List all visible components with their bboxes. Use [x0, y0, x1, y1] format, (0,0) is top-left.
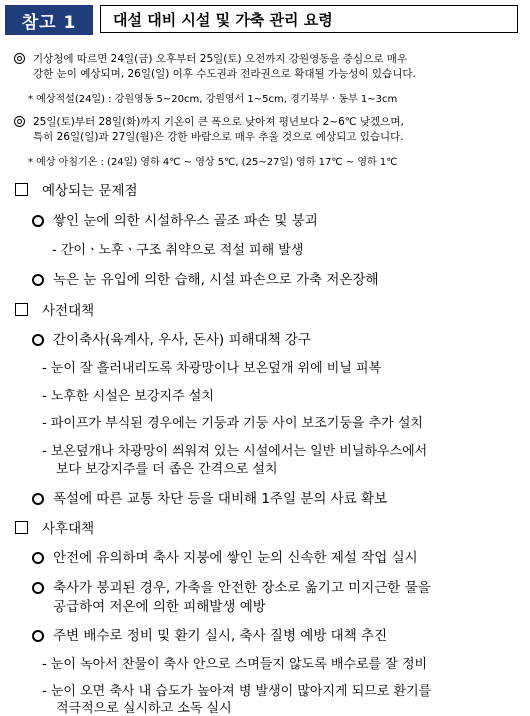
circle-bullet-icon: [32, 582, 44, 594]
reference-badge: 참고 1: [5, 5, 93, 35]
temperature-note: * 예상 아침기온 : (24일) 영하 4℃ ~ 영상 5℃, (25~27일) 영하 17℃ ~ 영하 1℃: [28, 157, 398, 168]
preventive-item-1-detail-3: - 파이프가 부식된 경우에는 기둥과 기둥 사이 보조기둥을 추가 설치: [42, 416, 423, 431]
forecast-para-1-line-2: 강한 눈이 예상되며, 26일(일) 이후 수도권과 전라권으로 확대될 가능성이 있습니다.: [33, 68, 416, 80]
followup-item-2-line-1: 축사가 붕괴된 경우, 가축을 안전한 장소로 옮기고 미지근한 물을: [32, 576, 431, 596]
forecast-para-2-line-1: 25일(토)부터 28일(화)까지 기온이 큰 폭으로 낮아져 평년보다 2~6℃ 낮겠으며,: [14, 115, 404, 130]
followup-item-3-detail-2-line-2: 적극적으로 실시하고 소독 실시: [56, 701, 232, 716]
square-bullet-icon: [15, 521, 28, 534]
followup-item-1: 안전에 유의하며 축사 지붕에 쌓인 눈의 신속한 제설 작업 실시: [32, 546, 418, 566]
preventive-item-1: 간이축사(육계사, 우사, 돈사) 피해대책 강구: [32, 328, 311, 348]
forecast-para-2-line-2: 특히 26일(일)과 27일(월)은 강한 바람으로 매우 추울 것으로 예상되고 있습니다.: [33, 131, 404, 143]
circle-bullet-icon: [32, 215, 44, 227]
double-circle-icon: [14, 116, 25, 127]
problem-item-2: 녹은 눈 유입에 의한 습해, 시설 파손으로 가축 저온장해: [32, 268, 379, 288]
circle-bullet-icon: [32, 493, 44, 505]
circle-bullet-icon: [32, 630, 44, 642]
circle-bullet-icon: [32, 274, 44, 286]
forecast-para-1-line-1: 기상청에 따르면 24일(금) 오후부터 25일(토) 오전까지 강원영동을 중심으로 매우: [14, 52, 407, 67]
preventive-item-1-detail-4-line-2: 보다 보강지주를 더 좁은 간격으로 설치: [56, 462, 278, 477]
section-follow-up-measures: 사후대책: [15, 517, 94, 537]
double-circle-icon: [14, 53, 25, 64]
followup-item-3: 주변 배수로 정비 및 환기 실시, 축사 질병 예방 대책 추진: [32, 624, 387, 644]
followup-item-2-line-2: 공급하여 저온에 의한 피해발생 예방: [53, 599, 266, 615]
square-bullet-icon: [15, 183, 28, 196]
preventive-item-1-detail-4-line-1: - 보온덮개나 차광망이 씌워져 있는 시설에서는 일반 비닐하우스에서: [42, 444, 428, 459]
preventive-item-1-detail-2: - 노후한 시설은 보강지주 설치: [42, 389, 214, 404]
followup-item-3-detail-2-line-1: - 눈이 오면 축사 내 습도가 높아져 병 발생이 많아지게 되므로 환기를: [42, 684, 432, 699]
problem-item-1: 쌓인 눈에 의한 시설하우스 골조 파손 및 붕괴: [32, 209, 318, 229]
section-expected-problems: 예상되는 문제점: [15, 179, 138, 199]
square-bullet-icon: [15, 303, 28, 316]
snowfall-note: * 예상적설(24일) : 강원영동 5~20cm, 강원영서 1~5cm, 경기북부ㆍ동부 1~3cm: [28, 94, 398, 105]
header: [5, 5, 520, 35]
circle-bullet-icon: [32, 334, 44, 346]
preventive-item-1-detail-1: - 눈이 잘 흘러내리도록 차광망이나 보온덮개 위에 비닐 피복: [42, 361, 382, 376]
preventive-item-2: 폭설에 따른 교통 차단 등을 대비해 1주일 분의 사료 확보: [32, 487, 387, 507]
document-title: 대설 대비 시설 및 가축 관리 요령: [100, 5, 518, 33]
problem-item-1-detail: - 간이ㆍ노후ㆍ구조 취약으로 적설 피해 발생: [52, 243, 304, 258]
section-preventive-measures: 사전대책: [15, 299, 94, 319]
followup-item-3-detail-1: - 눈이 녹아서 찬물이 축사 안으로 스며들지 않도록 배수로를 잘 정비: [42, 657, 428, 672]
circle-bullet-icon: [32, 552, 44, 564]
